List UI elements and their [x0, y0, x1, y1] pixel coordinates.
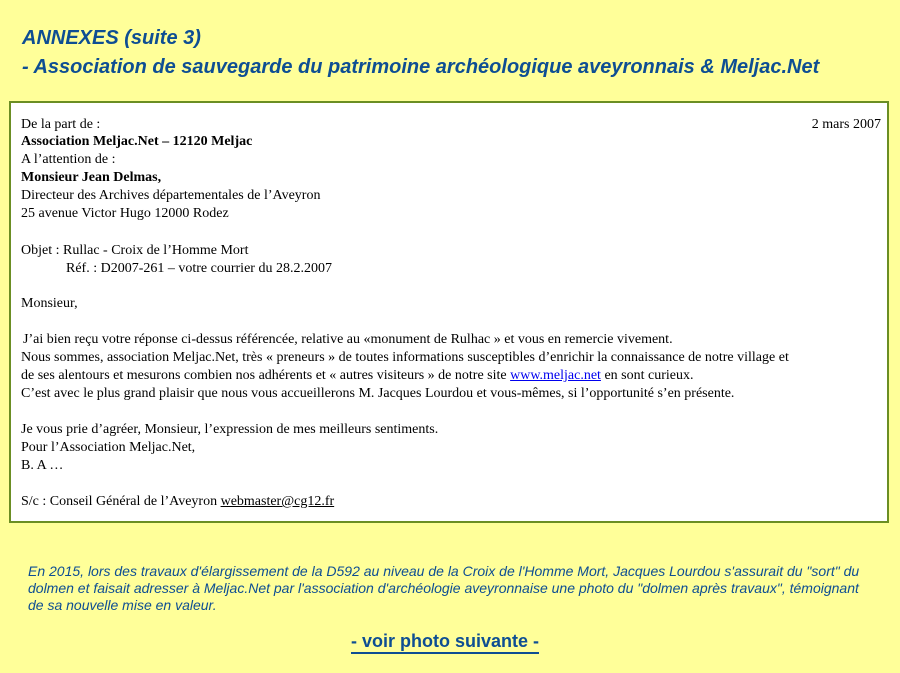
reference: Réf. : D2007-261 – votre courrier du 28.2.2007 — [66, 261, 332, 276]
page-header — [22, 26, 819, 79]
recipient-name: Monsieur Jean Delmas, — [21, 170, 162, 185]
body-line-3 — [21, 367, 693, 384]
next-photo-label: - voir photo suivante - — [351, 631, 539, 654]
cc-label: S/c : Conseil Général de l’Aveyron — [21, 494, 218, 509]
page-title: ANNEXES (suite 3) — [22, 27, 201, 49]
next-photo-link[interactable] — [0, 631, 890, 652]
cc-line — [21, 493, 334, 510]
sender: Association Meljac.Net – 12120 Meljac — [21, 134, 253, 149]
letter-date: 2 mars 2007 — [811, 117, 881, 132]
body-line-3-post: en sont curieux. — [604, 368, 694, 383]
body-line-4: C’est avec le plus grand plaisir que nous vous accueillerons M. Jacques Lourdou et vous-mêmes, si l’opportunité s’en présente. — [21, 386, 735, 401]
body-line-2: Nous sommes, association Meljac.Net, très « preneurs » de toutes informations susceptibles d’enrichir la connaissance de notre village et — [21, 350, 789, 365]
from-label: De la part de : — [21, 117, 101, 132]
signature: B. A … — [21, 458, 64, 473]
closing-2: Pour l’Association Meljac.Net, — [21, 440, 196, 455]
page-subtitle: - Association de sauvegarde du patrimoine archéologique aveyronnais & Meljac.Net — [22, 56, 820, 78]
recipient-address: 25 avenue Victor Hugo 12000 Rodez — [21, 206, 229, 221]
closing-1: Je vous prie d’agréer, Monsieur, l’expression de mes meilleurs sentiments. — [21, 422, 439, 437]
recipient-title: Directeur des Archives départementales de l’Aveyron — [21, 188, 321, 203]
letter-box — [9, 101, 889, 523]
attention-label: A l’attention de : — [21, 152, 116, 167]
cc-email[interactable]: webmaster@cg12.fr — [220, 494, 335, 509]
caption: En 2015, lors des travaux d'élargissement de la D592 au niveau de la Croix de l'Homme Mort, Jacques Lourdou s'assurait du "sort" du dolmen et faisait adresser à Meljac.Net par l'association d'archéologie aveyronnaise une photo du "dolmen après travaux", témoignant de sa nouvelle mise en valeur. — [28, 563, 860, 613]
meljac-link[interactable]: www.meljac.net — [510, 368, 601, 383]
salutation: Monsieur, — [21, 296, 78, 311]
body-line-3-pre: de ses alentours et mesurons combien nos adhérents et « autres visiteurs » de notre site — [21, 368, 507, 383]
body-line-1: J’ai bien reçu votre réponse ci-dessus référencée, relative au «monument de Rulhac » et vous en remercie vivement. — [23, 332, 673, 347]
subject: Objet : Rullac - Croix de l’Homme Mort — [21, 243, 249, 258]
